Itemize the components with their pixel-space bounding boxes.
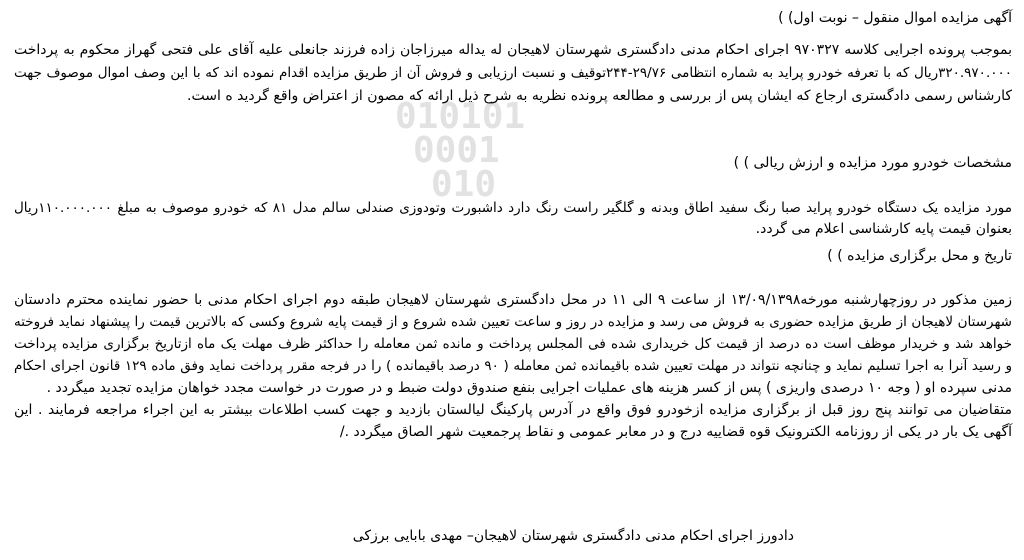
- watermark-line: 010: [431, 164, 497, 205]
- intro-line: کارشناس رسمی دادگستری ارجاع که ایشان پس از بررسی و مطالعه پرونده نظریه به شرح ذیل ارائه که مصون از اعتراض واقع گردید ه است.: [187, 88, 1012, 104]
- auction-line: خواهد شد و خریدار موظف است ده درصد از قیمت کل خریداری شده فی المجلس پرداخت و مانده ثمن معامله را حداکثر ظرف مهلت یک ماه ازتاریخ برگزاری مزایده پرداخت: [14, 336, 1012, 352]
- background-watermark: [395, 96, 635, 250]
- intro-line: ۳۲۰.۹۷۰.۰۰۰ریال که با تعرفه خودرو پراید به شماره انتظامی ۲۹/۷۶-۲۴۴توقیف و نسبت ارزیابی و فروش آن از طریق مزایده اقدام نموده اند که با این وصف اموال موصوف جهت: [14, 65, 1012, 81]
- watermark-line: 010101: [395, 96, 526, 137]
- specs-line: مورد مزایده یک دستگاه خودرو پراید صبا رنگ سفید اطاق وبدنه و گلگیر راست رنگ دارد داشبورت وتودوزی صندلی سالم مدل ۸۱ که خودرو موصوف به مبلغ ۱۱۰.۰۰۰.۰۰۰ریال: [14, 200, 1012, 216]
- auction-line: شهرستان لاهیجان از طریق مزایده حضوری به فروش می رسد و مزایده در روز و ساعت تعیین شده شروع و از قیمت پایه شروع وکسی که بالاترین قیمت را پیشنهاد نماید فروخته: [14, 314, 1012, 330]
- auction-line: متقاضیان می توانند پنج روز قبل از برگزاری مزایده ازخودرو فوق واقع در آدرس پارکینگ لیالستان بازدید و جهت کسب اطلاعات بیشتر به این اجراء مراجعه فرمایند . این: [14, 402, 1012, 418]
- auction-line: مدنی سپرده او ( وجه ۱۰ درصدی واریزی ) پس از کسر هزینه های عملیات اجرایی بنفع صندوق دولت ضبط و در صورت در خواست مجدد خواهان مزایده تجدید میگردد .: [46, 380, 1012, 396]
- specs-heading: مشخصات خودرو مورد مزایده و ارزش ریالی ) ): [733, 155, 1012, 171]
- intro-line: بموجب پرونده اجرایی کلاسه ۹۷۰۳۲۷ اجرای احکام مدنی دادگستری شهرستان لاهیجان له یداله میرزاجان زاده فرزند جانعلی علیه آقای علی فتحی گهراز محکوم به پرداخت: [14, 42, 1012, 58]
- signature-line: دادورز اجرای احکام مدنی دادگستری شهرستان لاهیجان– مهدی بابایی برزکی: [352, 528, 794, 544]
- watermark-line: 0001: [413, 130, 500, 171]
- auction-line: و رسید آنرا به اجرا تسلیم نماید و چنانچه نتواند در مهلت تعیین شده باقیمانده ثمن معامله ( ۹۰ درصد باقیمانده ) را در فرجه مقرر پرداخت نماید وفق ماده ۱۲۹ قانون اجرای احکام: [14, 358, 1012, 374]
- auction-heading: تاریخ و محل برگزاری مزایده ) ): [827, 248, 1012, 264]
- specs-line: بعنوان قیمت پایه کارشناسی اعلام می گردد.: [755, 221, 1012, 237]
- auction-line: آگهی یک بار در یکی از روزنامه الکترونیک قوه قضاییه درج و در معابر عمومی و نقاط پرجمعیت شهر الصاق میگردد ./: [339, 424, 1012, 440]
- auction-line: زمین مذکور در روزچهارشنبه مورخه۱۳/۰۹/۱۳۹۸ از ساعت ۹ الی ۱۱ در محل دادگستری شهرستان لاهیجان طبقه دوم اجرای احکام مدنی با حضور نماینده محترم دادستان: [14, 292, 1012, 308]
- notice-title: آگهی مزایده اموال منقول – نوبت اول) ): [778, 10, 1012, 26]
